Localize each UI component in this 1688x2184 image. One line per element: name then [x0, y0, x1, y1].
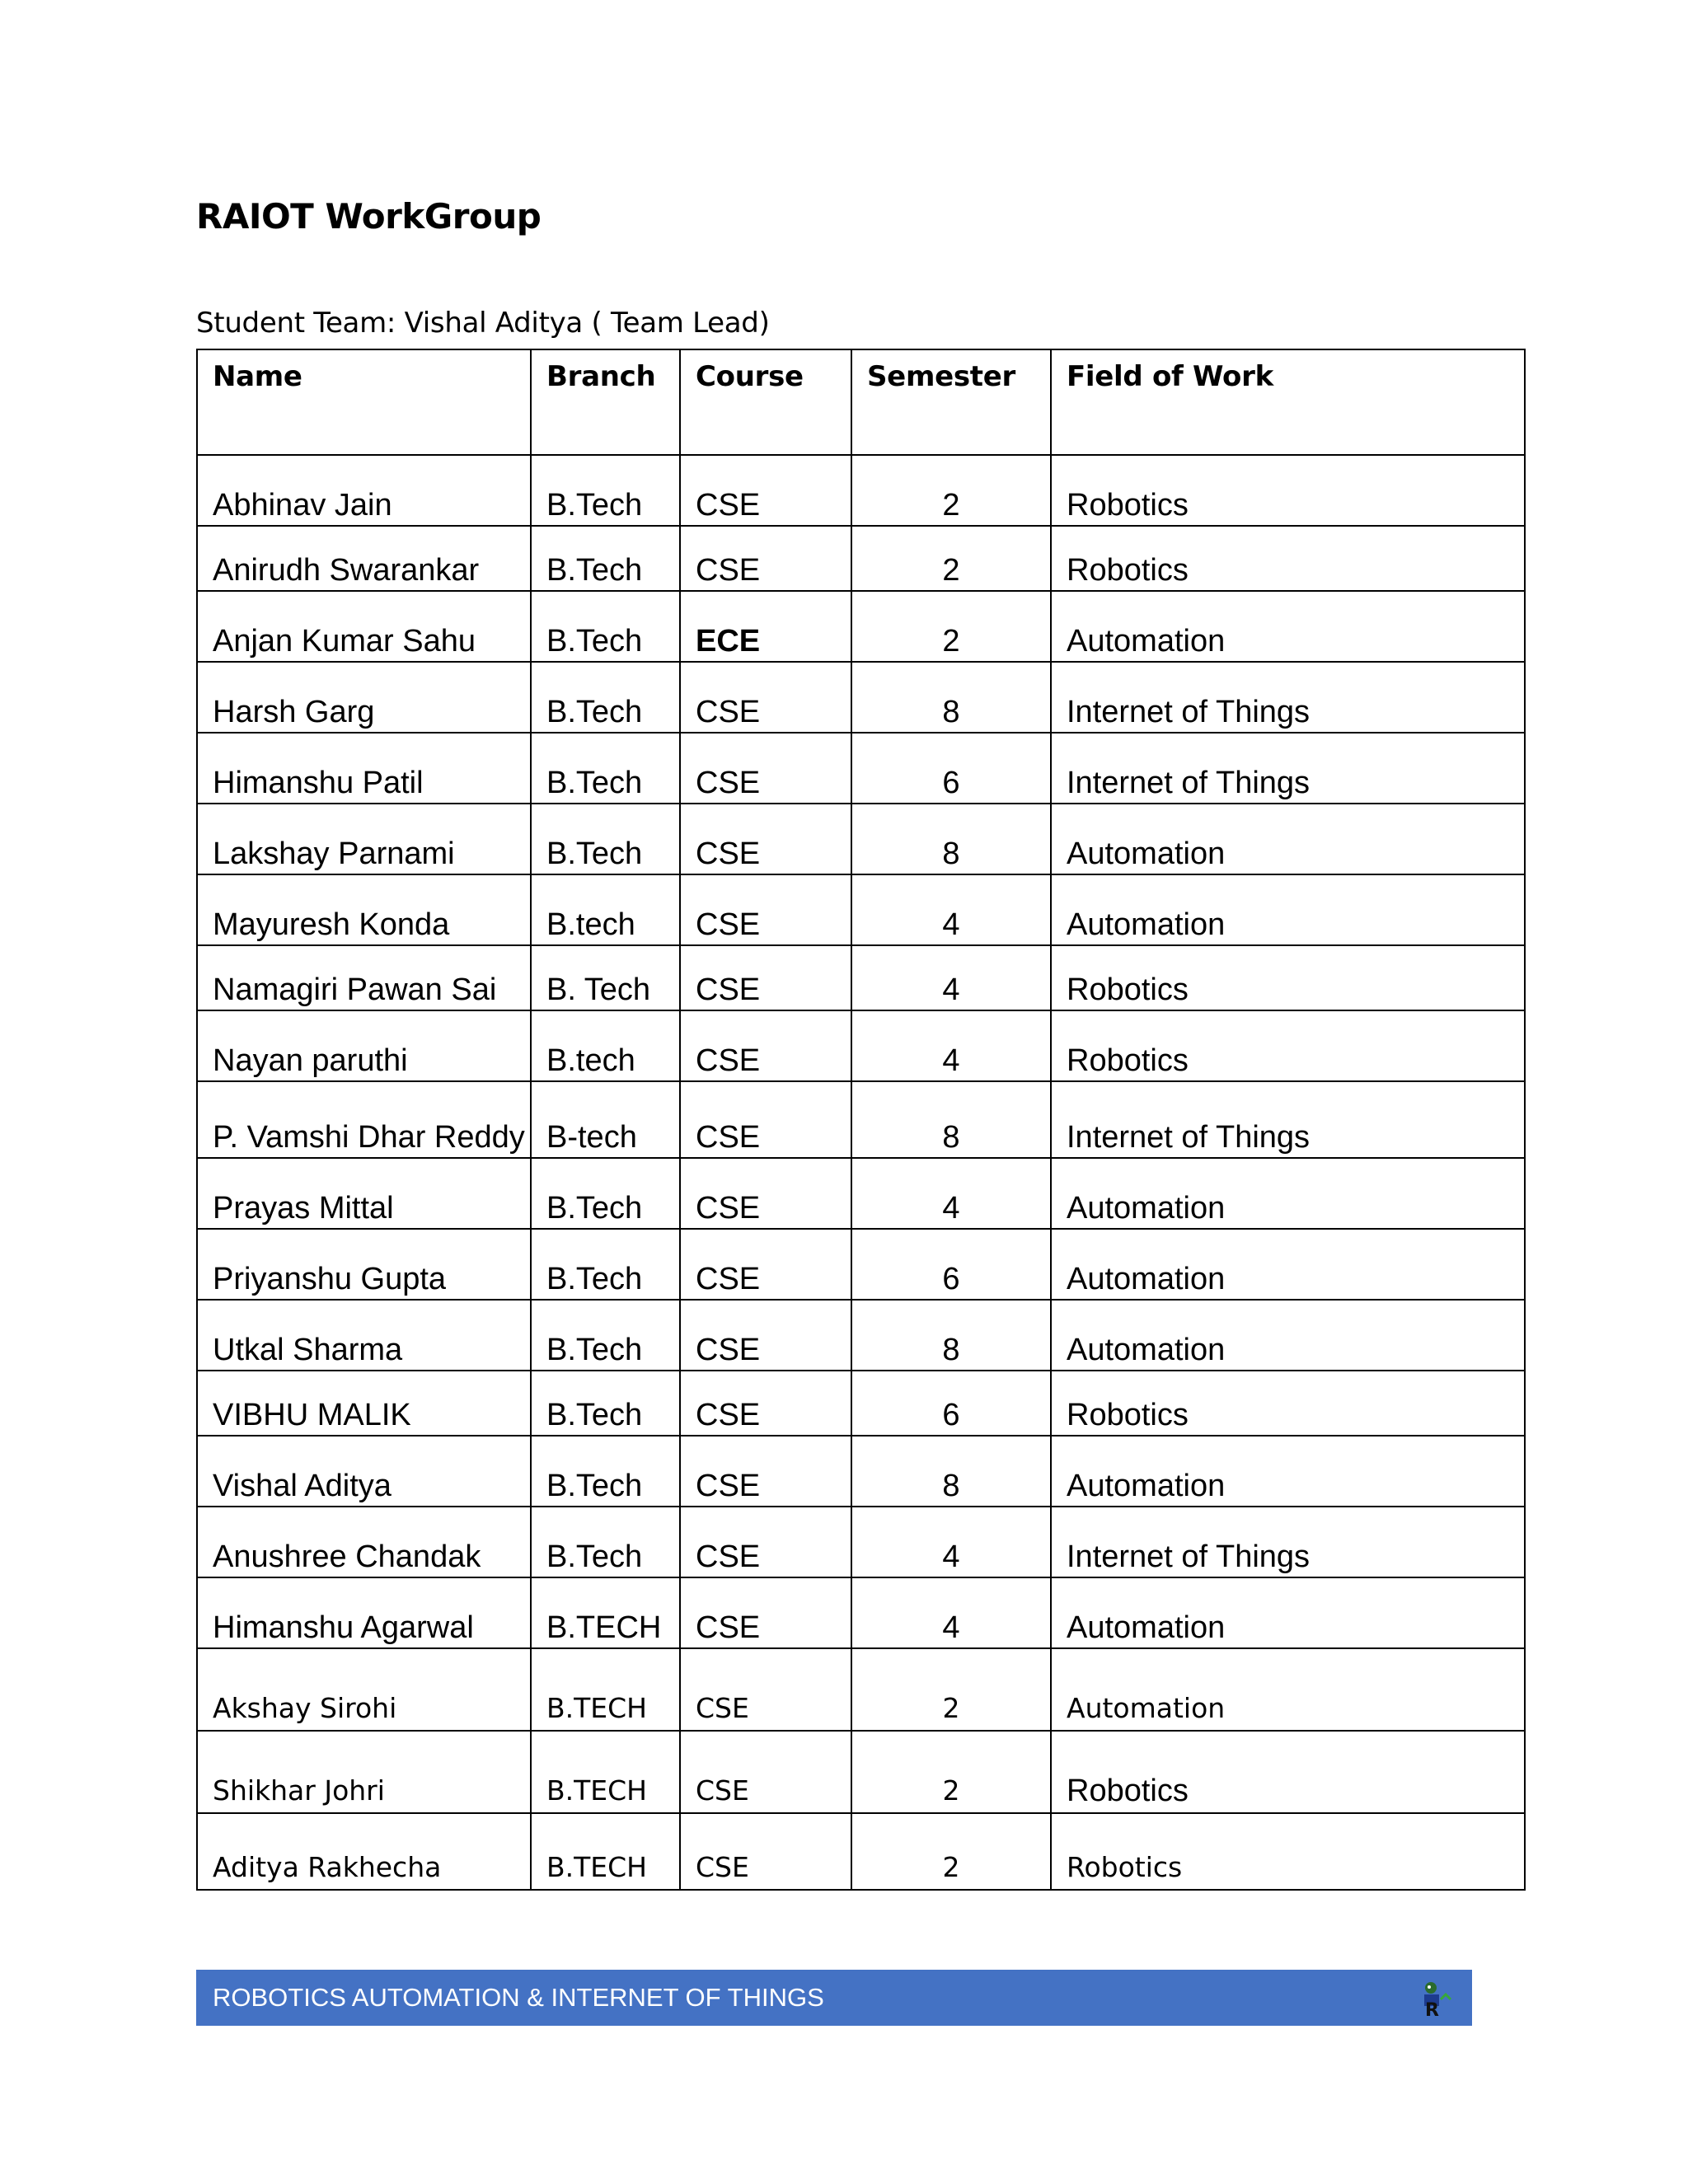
header-course: Course: [680, 349, 851, 455]
cell-branch: B.TECH: [531, 1813, 680, 1890]
cell-course: CSE: [680, 1577, 851, 1648]
cell-branch: B.TECH: [531, 1731, 680, 1813]
cell-field: Robotics: [1051, 1371, 1525, 1436]
table-row: [197, 662, 1525, 733]
cell-branch: B.Tech: [531, 591, 680, 662]
cell-course: CSE: [680, 1813, 851, 1890]
cell-semester: 2: [851, 1731, 1051, 1813]
cell-field: Automation: [1051, 1436, 1525, 1507]
cell-course: CSE: [680, 1300, 851, 1371]
cell-name: Aditya Rakhecha: [197, 1813, 531, 1890]
table-row: [197, 1371, 1525, 1436]
table-row: [197, 1229, 1525, 1300]
cell-semester: 8: [851, 662, 1051, 733]
cell-semester: 4: [851, 874, 1051, 945]
cell-branch: B.Tech: [531, 1371, 680, 1436]
cell-field: Internet of Things: [1051, 1507, 1525, 1577]
cell-name: Namagiri Pawan Sai: [197, 945, 531, 1010]
cell-field: Automation: [1051, 591, 1525, 662]
cell-name: Lakshay Parnami: [197, 804, 531, 874]
cell-branch: B.Tech: [531, 733, 680, 804]
cell-field: Robotics: [1051, 1731, 1525, 1813]
cell-branch: B.Tech: [531, 1158, 680, 1229]
cell-semester: 4: [851, 1010, 1051, 1081]
table-row: [197, 455, 1525, 526]
cell-name: Himanshu Patil: [197, 733, 531, 804]
cell-branch: B.tech: [531, 1010, 680, 1081]
cell-field: Robotics: [1051, 526, 1525, 591]
cell-field: Internet of Things: [1051, 733, 1525, 804]
cell-name: Himanshu Agarwal: [197, 1577, 531, 1648]
table-row: [197, 591, 1525, 662]
cell-course: CSE: [680, 1010, 851, 1081]
table-row: [197, 874, 1525, 945]
cell-semester: 4: [851, 1577, 1051, 1648]
footer-text: ROBOTICS AUTOMATION & INTERNET OF THINGS: [213, 1983, 824, 2012]
cell-semester: 6: [851, 733, 1051, 804]
cell-branch: B.Tech: [531, 526, 680, 591]
cell-semester: 8: [851, 1300, 1051, 1371]
cell-field: Internet of Things: [1051, 1081, 1525, 1158]
page-title: RAIOT WorkGroup: [196, 196, 542, 237]
cell-course: ECE: [680, 591, 851, 662]
cell-branch: B-tech: [531, 1081, 680, 1158]
cell-branch: B.Tech: [531, 1300, 680, 1371]
robot-logo-icon: [1414, 1978, 1454, 2019]
cell-field: Robotics: [1051, 1813, 1525, 1890]
cell-semester: 2: [851, 591, 1051, 662]
cell-course: CSE: [680, 1229, 851, 1300]
cell-name: Abhinav Jain: [197, 455, 531, 526]
cell-course: CSE: [680, 662, 851, 733]
cell-field: Internet of Things: [1051, 662, 1525, 733]
table-row: [197, 1010, 1525, 1081]
table-row: [197, 1577, 1525, 1648]
cell-semester: 2: [851, 526, 1051, 591]
cell-branch: B.Tech: [531, 1229, 680, 1300]
cell-semester: 4: [851, 945, 1051, 1010]
cell-name: Mayuresh Konda: [197, 874, 531, 945]
cell-semester: 6: [851, 1229, 1051, 1300]
header-name: Name: [197, 349, 531, 455]
cell-field: Automation: [1051, 1229, 1525, 1300]
cell-field: Automation: [1051, 1158, 1525, 1229]
cell-name: Vishal Aditya: [197, 1436, 531, 1507]
table-row: [197, 1507, 1525, 1577]
cell-name: Anirudh Swarankar: [197, 526, 531, 591]
cell-course: CSE: [680, 874, 851, 945]
table-row: [197, 1436, 1525, 1507]
table-row: [197, 804, 1525, 874]
header-semester: Semester: [851, 349, 1051, 455]
cell-branch: B. Tech: [531, 945, 680, 1010]
cell-course: CSE: [680, 1648, 851, 1731]
svg-text:R: R: [1425, 2000, 1439, 2019]
table-row: [197, 1813, 1525, 1890]
cell-field: Robotics: [1051, 945, 1525, 1010]
cell-name: Prayas Mittal: [197, 1158, 531, 1229]
cell-course: CSE: [680, 526, 851, 591]
cell-name: P. Vamshi Dhar Reddy: [197, 1081, 531, 1158]
cell-name: Priyanshu Gupta: [197, 1229, 531, 1300]
cell-course: CSE: [680, 1371, 851, 1436]
cell-semester: 2: [851, 1813, 1051, 1890]
cell-semester: 8: [851, 1436, 1051, 1507]
footer-banner: [196, 1970, 1472, 2026]
header-field-of-work: Field of Work: [1051, 349, 1525, 455]
cell-course: CSE: [680, 1436, 851, 1507]
cell-field: Automation: [1051, 804, 1525, 874]
cell-course: CSE: [680, 1507, 851, 1577]
cell-name: Nayan paruthi: [197, 1010, 531, 1081]
cell-field: Robotics: [1051, 455, 1525, 526]
table-row: [197, 1158, 1525, 1229]
cell-branch: B.Tech: [531, 455, 680, 526]
cell-semester: 2: [851, 1648, 1051, 1731]
cell-name: Shikhar Johri: [197, 1731, 531, 1813]
table-row: [197, 1300, 1525, 1371]
table-row: [197, 1648, 1525, 1731]
team-subtitle: Student Team: Vishal Aditya ( Team Lead): [196, 307, 770, 340]
cell-field: Automation: [1051, 1577, 1525, 1648]
cell-branch: B.TECH: [531, 1577, 680, 1648]
cell-semester: 4: [851, 1507, 1051, 1577]
cell-name: Utkal Sharma: [197, 1300, 531, 1371]
student-team-table: [196, 349, 1526, 1891]
cell-semester: 2: [851, 455, 1051, 526]
cell-field: Automation: [1051, 1648, 1525, 1731]
cell-name: Anjan Kumar Sahu: [197, 591, 531, 662]
cell-branch: B.Tech: [531, 662, 680, 733]
cell-name: Anushree Chandak: [197, 1507, 531, 1577]
cell-semester: 4: [851, 1158, 1051, 1229]
header-branch: Branch: [531, 349, 680, 455]
cell-branch: B.Tech: [531, 804, 680, 874]
cell-name: Akshay Sirohi: [197, 1648, 531, 1731]
cell-name: VIBHU MALIK: [197, 1371, 531, 1436]
table-row: [197, 1731, 1525, 1813]
table-row: [197, 526, 1525, 591]
cell-field: Automation: [1051, 874, 1525, 945]
cell-branch: B.Tech: [531, 1507, 680, 1577]
cell-course: CSE: [680, 1731, 851, 1813]
cell-semester: 6: [851, 1371, 1051, 1436]
cell-field: Automation: [1051, 1300, 1525, 1371]
cell-course: CSE: [680, 1081, 851, 1158]
cell-branch: B.TECH: [531, 1648, 680, 1731]
cell-semester: 8: [851, 804, 1051, 874]
cell-course: CSE: [680, 1158, 851, 1229]
table-row: [197, 1081, 1525, 1158]
cell-semester: 8: [851, 1081, 1051, 1158]
cell-name: Harsh Garg: [197, 662, 531, 733]
cell-course: CSE: [680, 804, 851, 874]
cell-course: CSE: [680, 733, 851, 804]
cell-branch: B.Tech: [531, 1436, 680, 1507]
table-row: [197, 733, 1525, 804]
cell-course: CSE: [680, 455, 851, 526]
cell-course: CSE: [680, 945, 851, 1010]
cell-field: Robotics: [1051, 1010, 1525, 1081]
table-header-row: [197, 349, 1525, 455]
table-row: [197, 945, 1525, 1010]
cell-branch: B.tech: [531, 874, 680, 945]
